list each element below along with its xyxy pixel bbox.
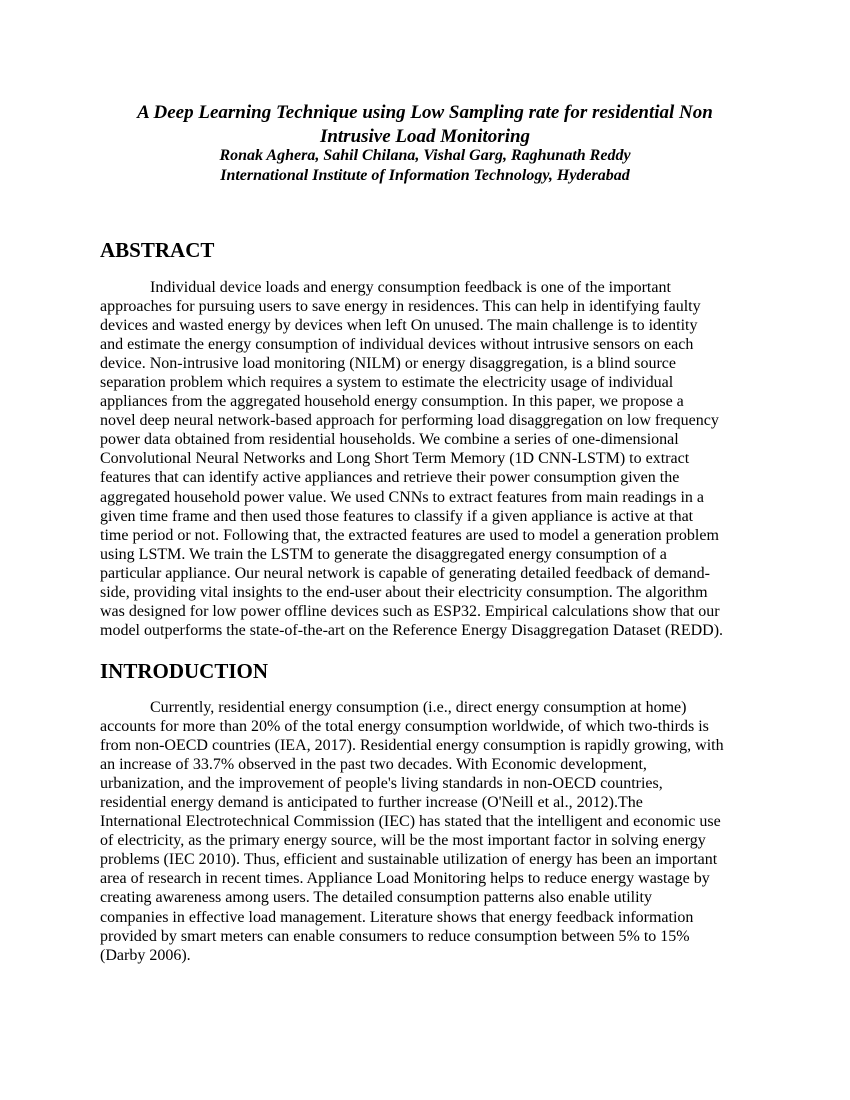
introduction-body bbox=[100, 698, 750, 965]
introduction-line: problems (IEC 2010). Thus, efficient and sustainable utilization of energy has been an important bbox=[100, 851, 718, 869]
abstract-line: Individual device loads and energy consumption feedback is one of the important bbox=[150, 279, 671, 296]
introduction-line: residential energy demand is anticipated to further increase (O'Neill et al., 2012).The bbox=[100, 794, 643, 812]
affiliation: International Institute of Information Technology, Hyderabad bbox=[220, 167, 630, 184]
introduction-line: Currently, residential energy consumption (i.e., direct energy consumption at home) bbox=[150, 699, 687, 716]
abstract-line: novel deep neural network-based approach for performing load disaggregation on low frequency bbox=[100, 412, 719, 430]
abstract-line: device. Non-intrusive load monitoring (NILM) or energy disaggregation, is a blind source bbox=[100, 355, 677, 373]
introduction-heading: INTRODUCTION bbox=[100, 659, 269, 683]
introduction-line: an increase of 33.7% observed in the past two decades. With Economic development, bbox=[100, 756, 647, 774]
introduction-line: of electricity, as the primary energy source, will be the most important factor in solving energy bbox=[100, 832, 706, 850]
introduction-line: area of research in recent times. Appliance Load Monitoring helps to reduce energy wastage by bbox=[100, 870, 710, 888]
introduction-line: from non-OECD countries (IEA, 2017). Residential energy consumption is rapidly growing, with bbox=[100, 737, 724, 755]
abstract-line: given time frame and then used those features to classify if a given appliance is active at that bbox=[100, 507, 694, 525]
introduction-line: creating awareness among users. The detailed consumption patterns also enable utility bbox=[100, 889, 652, 907]
abstract-line: side, providing vital insights to the end-user about their electricity consumption. The algorithm bbox=[100, 583, 708, 601]
introduction-line: (Darby 2006). bbox=[100, 946, 191, 964]
abstract-line: and estimate the energy consumption of individual devices without intrusive sensors on each bbox=[100, 336, 694, 354]
introduction-line: urbanization, and the improvement of people's living standards in non-OECD countries, bbox=[100, 775, 663, 793]
introduction-line: companies in effective load management. Literature shows that energy feedback information bbox=[100, 908, 694, 926]
abstract-line: was designed for low power offline devices such as ESP32. Empirical calculations show that our bbox=[100, 602, 720, 620]
introduction-line: International Electrotechnical Commission (IEC) has stated that the intelligent and economic use bbox=[100, 813, 721, 831]
abstract-line: Convolutional Neural Networks and Long Short Term Memory (1D CNN-LSTM) to extract bbox=[100, 450, 690, 468]
paper-title bbox=[100, 101, 750, 149]
title-line: Intrusive Load Monitoring bbox=[319, 126, 531, 147]
abstract-line: approaches for pursuing users to save energy in residences. This can help in identifying faulty bbox=[100, 298, 701, 316]
abstract-line: devices and wasted energy by devices when left On unused. The main challenge is to identity bbox=[100, 317, 698, 335]
abstract-line: appliances from the aggregated household energy consumption. In this paper, we propose a bbox=[100, 393, 684, 411]
abstract-line: model outperforms the state-of-the-art on the Reference Energy Disaggregation Dataset (REDD). bbox=[100, 621, 724, 639]
author-list: Ronak Aghera, Sahil Chilana, Vishal Garg, Raghunath Reddy bbox=[219, 147, 631, 164]
abstract-line: time period or not. Following that, the extracted features are used to model a generation problem bbox=[100, 526, 719, 544]
abstract-line: features that can identify active appliances and retrieve their power consumption given the bbox=[100, 469, 680, 487]
abstract-body bbox=[100, 278, 750, 640]
title-line: A Deep Learning Technique using Low Sampling rate for residential Non bbox=[137, 102, 713, 123]
abstract-heading: ABSTRACT bbox=[100, 238, 215, 262]
abstract-line: power data obtained from residential households. We combine a series of one-dimensional bbox=[100, 431, 679, 449]
introduction-line: accounts for more than 20% of the total energy consumption worldwide, of which two-thirds is bbox=[100, 718, 709, 736]
abstract-line: using LSTM. We train the LSTM to generate the disaggregated energy consumption of a bbox=[100, 545, 667, 563]
introduction-line: provided by smart meters can enable consumers to reduce consumption between 5% to 15% bbox=[100, 927, 690, 945]
abstract-line: separation problem which requires a system to estimate the electricity usage of individual bbox=[100, 374, 674, 392]
abstract-line: particular appliance. Our neural network is capable of generating detailed feedback of demand- bbox=[100, 564, 710, 582]
abstract-line: aggregated household power value. We used CNNs to extract features from main readings in a bbox=[100, 488, 704, 506]
